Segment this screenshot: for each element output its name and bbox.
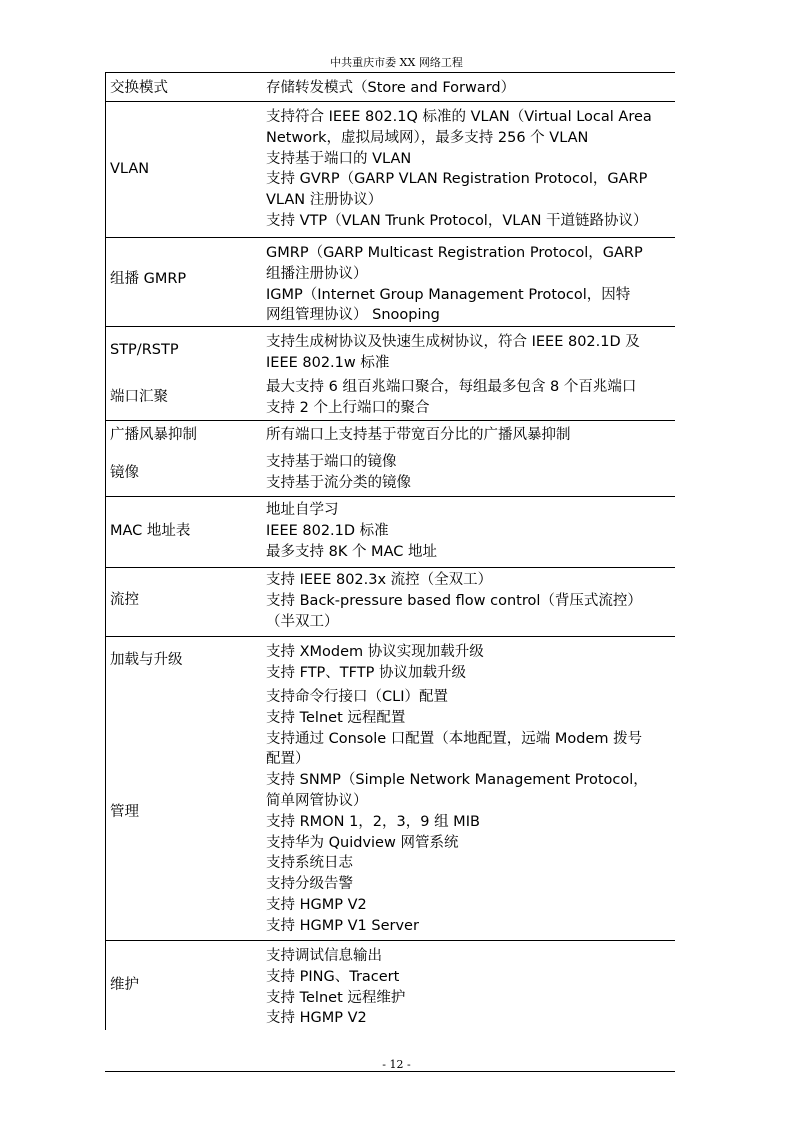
table-row (105, 497, 675, 568)
page-number: - 12 - (382, 1058, 411, 1071)
row-detail (266, 946, 674, 1029)
detail-line: 支持 HGMP V2 (266, 1010, 367, 1027)
row-label: 广播风暴抑制 (110, 427, 197, 443)
detail-line: 支持 FTP、TFTP 协议加载升级 (266, 664, 466, 681)
table-row (105, 102, 675, 238)
detail-line: 所有端口上支持基于带宽百分比的广播风暴抑制 (266, 427, 571, 443)
detail-line: 支持基于端口的镜像 (266, 454, 397, 470)
row-detail (266, 570, 674, 632)
detail-line: 支持生成树协议及快速生成树协议，符合 IEEE 802.1D 及 (266, 334, 640, 350)
table-row (105, 685, 675, 941)
row-label: 流控 (110, 592, 139, 608)
table-row (105, 238, 675, 327)
detail-line: 支持 Telnet 远程维护 (266, 989, 406, 1006)
row-detail (266, 642, 674, 684)
table-row (105, 637, 675, 685)
table-row (105, 73, 675, 102)
table-row (105, 941, 675, 1030)
detail-line: 支持系统日志 (266, 855, 353, 872)
row-detail (266, 78, 674, 99)
footer-rule (105, 1071, 675, 1072)
row-detail (266, 377, 674, 419)
detail-line: GMRP（GARP Multicast Registration Protocol，GARP (266, 245, 643, 261)
row-detail (266, 500, 674, 562)
detail-line: 支持 2 个上行端口的聚合 (266, 399, 430, 416)
row-label: VLAN (110, 161, 150, 177)
page-header: 中共重庆市委 XX 网络工程 (330, 56, 463, 69)
row-label: STP/RSTP (110, 342, 179, 358)
detail-line: IGMP（Internet Group Management Protocol，因特 (266, 286, 631, 303)
row-detail (266, 332, 674, 374)
detail-line: 支持 VTP（VLAN Trunk Protocol，VLAN 干道链路协议） (266, 212, 648, 229)
detail-line: 配置） (266, 751, 310, 768)
detail-line: 最多支持 8K 个 MAC 地址 (266, 543, 437, 560)
row-label: 镜像 (110, 465, 139, 481)
detail-line: 支持基于端口的 VLAN (266, 150, 412, 167)
detail-line: 支持 HGMP V2 (266, 896, 367, 913)
table-row (105, 568, 675, 637)
detail-line: 最大支持 6 组百兆端口聚合，每组最多包含 8 个百兆端口 (266, 379, 637, 395)
table-row (105, 375, 675, 421)
detail-line: 支持基于流分类的镜像 (266, 474, 411, 491)
row-label: 交换模式 (110, 80, 168, 96)
row-label: MAC 地址表 (110, 523, 191, 539)
detail-line: 支持华为 Quidview 网管系统 (266, 834, 459, 851)
detail-line: 支持 HGMP V1 Server (266, 917, 419, 934)
row-detail (266, 425, 674, 446)
detail-line: VLAN 注册协议） (266, 192, 383, 209)
row-label: 维护 (110, 977, 139, 993)
detail-line: 支持 Telnet 远程配置 (266, 709, 406, 726)
detail-line: 支持调试信息输出 (266, 948, 382, 964)
row-detail (266, 687, 674, 937)
detail-line: 支持命令行接口（CLI）配置 (266, 689, 448, 705)
detail-line: 支持通过 Console 口配置（本地配置，远端 Modem 拨号 (266, 730, 643, 747)
detail-line: 支持分级告警 (266, 876, 353, 893)
detail-line: 支持 GVRP（GARP VLAN Registration Protocol，GARP (266, 171, 648, 188)
detail-line: 支持 XModem 协议实现加载升级 (266, 644, 484, 660)
detail-line: 支持 SNMP（Simple Network Management Protocol， (266, 772, 648, 789)
table-row (105, 421, 675, 449)
detail-line: 支持符合 IEEE 802.1Q 标准的 VLAN（Virtual Local Area (266, 109, 652, 125)
table-row (105, 327, 675, 375)
detail-line: Network，虚拟局域网），最多支持 256 个 VLAN (266, 129, 589, 146)
row-label: 组播 GMRP (110, 271, 187, 287)
row-label: 加载与升级 (110, 652, 183, 668)
detail-line: 支持 RMON 1，2，3，9 组 MIB (266, 813, 480, 830)
row-detail (266, 243, 674, 326)
row-label: 端口汇聚 (110, 389, 168, 405)
row-detail (266, 107, 674, 232)
detail-line: 支持 Back-pressure based flow control（背压式流控） (266, 592, 642, 609)
detail-line: （半双工） (266, 613, 339, 630)
detail-line: 支持 IEEE 802.3x 流控（全双工） (266, 572, 493, 588)
detail-line: IEEE 802.1w 标准 (266, 354, 390, 371)
detail-line: 网组管理协议） Snooping (266, 307, 440, 324)
detail-line: 地址自学习 (266, 502, 339, 518)
row-label: 管理 (110, 804, 139, 820)
detail-line: IEEE 802.1D 标准 (266, 522, 389, 539)
detail-line: 简单网管协议） (266, 792, 368, 809)
detail-line: 存储转发模式（Store and Forward） (266, 80, 516, 96)
detail-line: 组播注册协议） (266, 265, 368, 282)
detail-line: 支持 PING、Tracert (266, 968, 400, 985)
table-row (105, 449, 675, 497)
row-detail (266, 452, 674, 494)
